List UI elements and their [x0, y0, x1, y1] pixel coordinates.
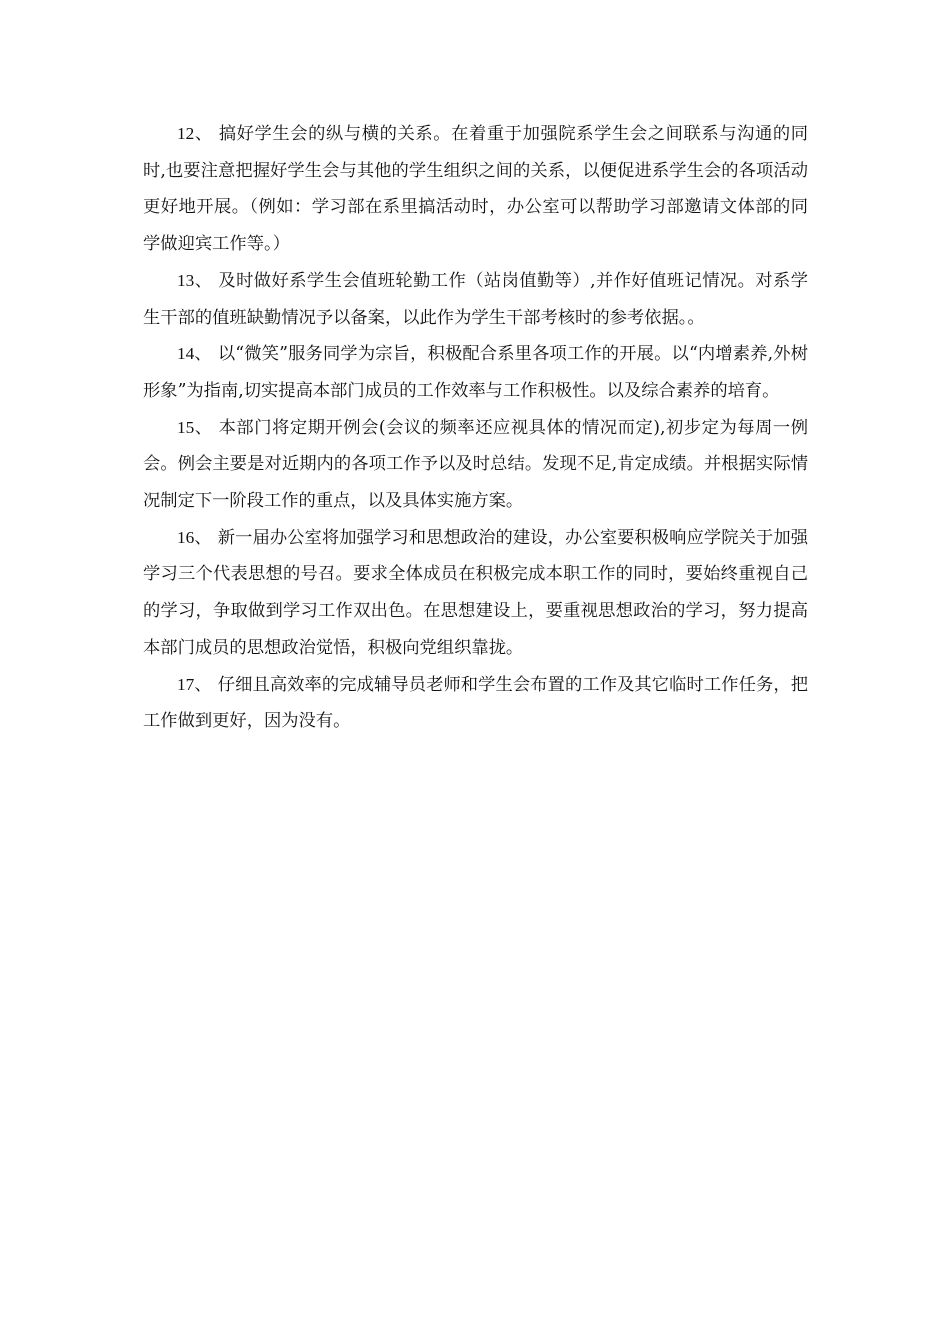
paragraph-14 [143, 336, 808, 409]
paragraph-number: 14、 [177, 344, 212, 364]
paragraph-text: 以“微笑”服务同学为宗旨，积极配合系里各项工作的开展。以“内增素养,外树形象”为指南,切实提高本部门成员的工作效率与工作积极性。以及综合素养的培育。 [143, 344, 808, 401]
paragraph-text: 新一届办公室将加强学习和思想政治的建设，办公室要积极响应学院关于加强学习三个代表思想的号召。要求全体成员在积极完成本职工作的同时，要始终重视自己的学习，争取做到学习工作双出色。在思想建设上，要重视思想政治的学习，努力提高本部门成员的思想政治觉悟，积极向党组织靠拢。 [143, 527, 808, 658]
paragraph-13 [143, 263, 808, 336]
paragraph-number: 16、 [177, 527, 212, 547]
paragraph-12 [143, 116, 808, 263]
paragraph-15 [143, 410, 808, 520]
paragraph-number: 15、 [177, 417, 213, 437]
paragraph-17 [143, 667, 808, 740]
paragraph-number: 17、 [177, 674, 212, 694]
paragraph-number: 12、 [177, 124, 213, 143]
paragraph-number: 13、 [177, 270, 213, 290]
paragraph-text: 仔细且高效率的完成辅导员老师和学生会布置的工作及其它临时工作任务，把工作做到更好，因为没有。 [143, 674, 808, 732]
paragraph-16 [143, 520, 808, 667]
paragraph-text: 本部门将定期开例会(会议的频率还应视具体的情况而定),初步定为每周一例会。例会主要是对近期内的各项工作予以及时总结。发现不足,肯定成绩。并根据实际情况制定下一阶段工作的重点，以及具体实施方案。 [143, 417, 808, 512]
document-page [143, 116, 808, 740]
paragraph-text: 及时做好系学生会值班轮勤工作（站岗值勤等）,并作好值班记情况。对系学生干部的值班缺勤情况予以备案，以此作为学生干部考核时的参考依据。。 [143, 270, 808, 328]
paragraph-text: 搞好学生会的纵与横的关系。在着重于加强院系学生会之间联系与沟通的同时,也要注意把握好学生会与其他的学生组织之间的关系，以便促进系学生会的各项活动更好地开展。（例如：学习部在系里搞活动时，办公室可以帮助学习部邀请文体部的同学做迎宾工作等。） [143, 124, 808, 255]
